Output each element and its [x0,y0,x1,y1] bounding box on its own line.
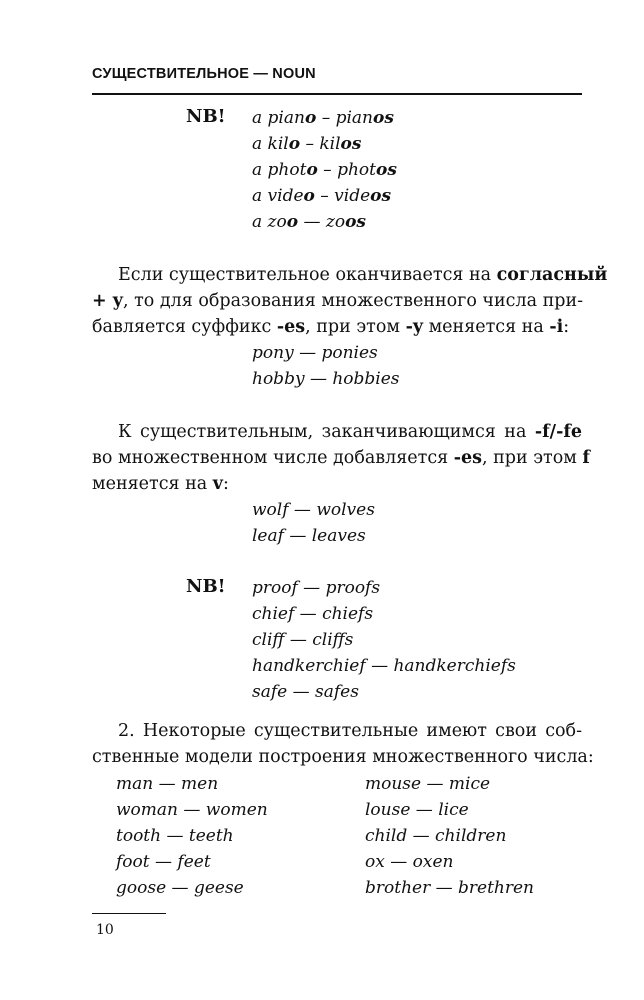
example-line: goose — geese [116,878,244,898]
text-line: ственные модели построения множественного числа: [92,747,594,767]
paragraph-f-fe [92,419,590,497]
example-line: a kilo – kilos [252,134,362,154]
nb-label: NB! [186,576,226,597]
running-header: СУЩЕСТВИТЕЛЬНОЕ — NOUN [92,66,316,82]
example-line: a photo – photos [252,160,397,180]
example-line: proof — proofs [252,578,381,598]
example-line: brother — brethren [365,878,535,898]
example-line: foot — feet [116,852,211,872]
irregular-right-column [365,771,534,901]
text-line: К существительным, заканчивающимся на -f/-fe [118,422,582,442]
nb-label: NB! [186,106,226,127]
example-line: child — children [365,826,507,846]
nb-examples-2 [252,575,516,705]
text-line: во множественном числе добавляется -es, при этом f [92,448,590,468]
example-line: wolf — wolves [252,500,375,520]
example-line: man — men [116,774,219,794]
example-line: cliff — cliffs [252,630,354,650]
examples-f [252,497,375,549]
text-line: Если существительное оканчивается на согласный [118,265,608,285]
example-line: leaf — leaves [252,526,366,546]
paragraph-consonant-y [92,262,608,340]
example-line: mouse — mice [365,774,491,794]
text-line: меняется на v: [92,474,229,494]
example-line: woman — women [116,800,268,820]
example-line: hobby — hobbies [252,369,400,389]
example-line: louse — lice [365,800,469,820]
example-line: pony — ponies [252,343,378,363]
example-line: a piano – pianos [252,108,394,128]
paragraph-irregular [92,718,594,770]
example-line: safe — safes [252,682,359,702]
example-line: ox — oxen [365,852,454,872]
text-line: бавляется суффикс -es, при этом -y меняется на -i: [92,317,570,337]
text-line: 2. Некоторые существительные имеют свои соб- [118,721,582,741]
header-rule [92,93,582,95]
example-line: handkerchief — handkerchiefs [252,656,516,676]
example-line: a zoo — zoos [252,212,366,232]
example-line: chief — chiefs [252,604,374,624]
irregular-left-column [116,771,268,901]
examples-y [252,340,400,392]
nb-examples-1 [252,105,397,235]
page-number: 10 [96,922,114,938]
example-line: a video – videos [252,186,392,206]
footer-rule [92,913,166,914]
example-line: tooth — teeth [116,826,234,846]
text-line: + y, то для образования множественного числа при- [92,291,584,311]
